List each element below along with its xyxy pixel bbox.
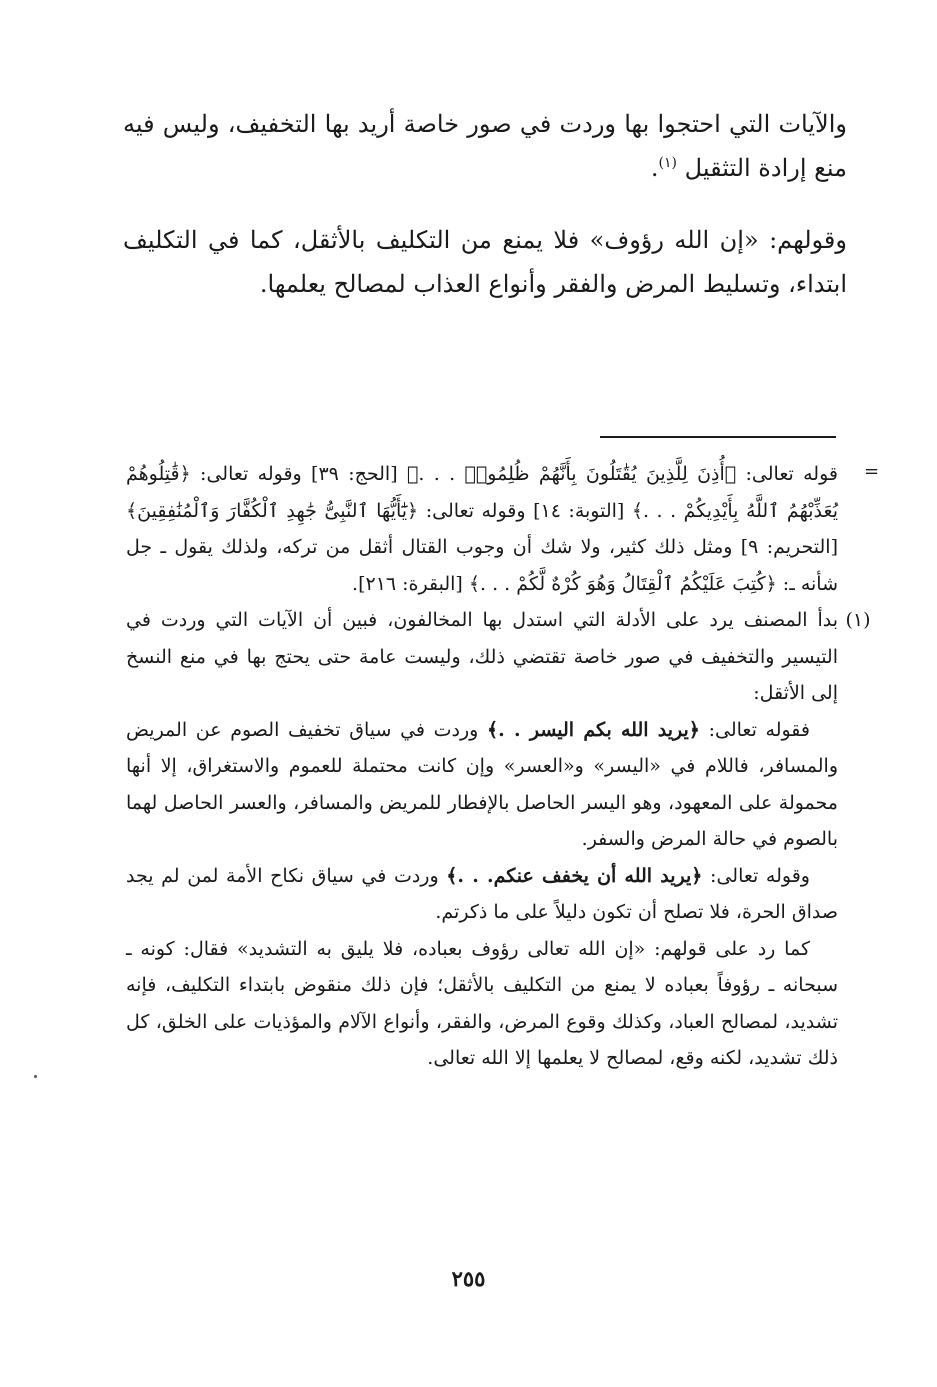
footnote-1-number: (١) <box>845 609 871 631</box>
footnote-continuation: قوله تعالى: ﴿أُذِنَ لِلَّذِينَ يُقَٰتَلُونَ بِأَنَّهُمْ ظُلِمُوا۟ . . .﴾ [الحج: ٣٩] وقوله تعالى: ﴿قَٰتِلُوهُمْ يُعَذِّبْهُمُ ٱللَّهُ بِأَيْدِيكُمْ . . .﴾ [التوبة: ١٤] وقوله تعالى: ﴿يَٰٓأَيُّهَا ٱلنَّبِىُّ جَٰهِدِ ٱلْكُفَّارَ وَٱلْمُنَٰفِقِينَ﴾ [التحريم: ٩] ومثل ذلك كثير، ولا شك أن وجوب القتال أثقل من تركه، ولذلك يقول ـ جل شأنه ـ: ﴿كُتِبَ عَلَيْكُمُ ٱلْقِتَالُ وَهُوَ كُرْهٌ لَّكُمْ . . .﴾ [البقرة: ٢١٦]. <box>126 463 838 595</box>
footnote-1 <box>126 602 871 1077</box>
footnote-1-intro: بدأ المصنف يرد على الأدلة التي استدل بها المخالفون، فبين أن الآيات التي وردت في التيسير والتخفيف في صور خاصة تقتضي ذلك، وليست عامة حتى يحتج بها في منع النسخ إلى الأثقل: <box>126 609 838 704</box>
footnote-1-p3-lead: وقوله تعالى: <box>702 864 810 887</box>
scan-speck <box>34 1075 37 1078</box>
footnote-1-p2-lead: فقوله تعالى: <box>699 718 810 741</box>
quran-quote-takhfif: ﴿يريد الله أن يخفف عنكم. . .﴾ <box>446 864 703 887</box>
main-paragraph-1-end: . <box>650 154 659 182</box>
footnote-separator <box>600 436 836 438</box>
footnote-reference-1: (١) <box>658 155 678 171</box>
footnote-1-p3-body: وردت في سياق نكاح الأمة لمن لم يجد صداق الحرة، فلا تصلح أن تكون دليلاً على ما ذكرتم. <box>126 864 838 923</box>
footnotes <box>126 456 871 1077</box>
quran-quote-yusr: ﴿يريد الله بكم اليسر . .﴾ <box>487 718 700 741</box>
footnote-1-paragraph-3 <box>126 858 838 931</box>
main-text <box>123 102 847 306</box>
footnote-1-p2-body: وردت في سياق تخفيف الصوم عن المريض والمسافر، فاللام في «اليسر» و«العسر» وإن كانت محتملة للعموم والاستغراق، إلا أنها محمولة على المعهود، وهو اليسر الحاصل بالإفطار للمريض والمسافر، والعسر الحاصل لهما بالصوم في حالة المرض والسفر. <box>126 718 838 850</box>
main-paragraph-2: وقولهم: «إن الله رؤوف» فلا يمنع من التكليف بالأثقل، كما في التكليف ابتداء، وتسليط المرض والفقر وأنواع العذاب لمصالح يعلمها. <box>123 226 847 298</box>
main-paragraph-1 <box>123 102 847 190</box>
footnote-1-paragraph-4: كما رد على قولهم: «إن الله تعالى رؤوف بعباده، فلا يليق به التشديد» فقال: كونه ـ سبحانه ـ رؤوفاً بعباده لا يمنع من التكليف بالأثقل؛ فإن ذلك منقوض بابتداء التكليف، فإنه تشديد، لمصالح العباد، وكذلك وقوع المرض، والفقر، وأنواع الآلام والمؤذيات على الخلق، كل ذلك تشديد، لكنه وقع، لمصالح لا يعلمها إلا الله تعالى. <box>126 937 838 1069</box>
footnote-1-paragraph-2 <box>126 712 838 858</box>
main-paragraph-1-text: والآيات التي احتجوا بها وردت في صور خاصة أريد بها التخفيف، وليس فيه منع إرادة التثقيل <box>123 110 847 182</box>
footnote-continuation-mark: = <box>864 461 880 482</box>
page-number: ٢٥٥ <box>451 1266 486 1291</box>
